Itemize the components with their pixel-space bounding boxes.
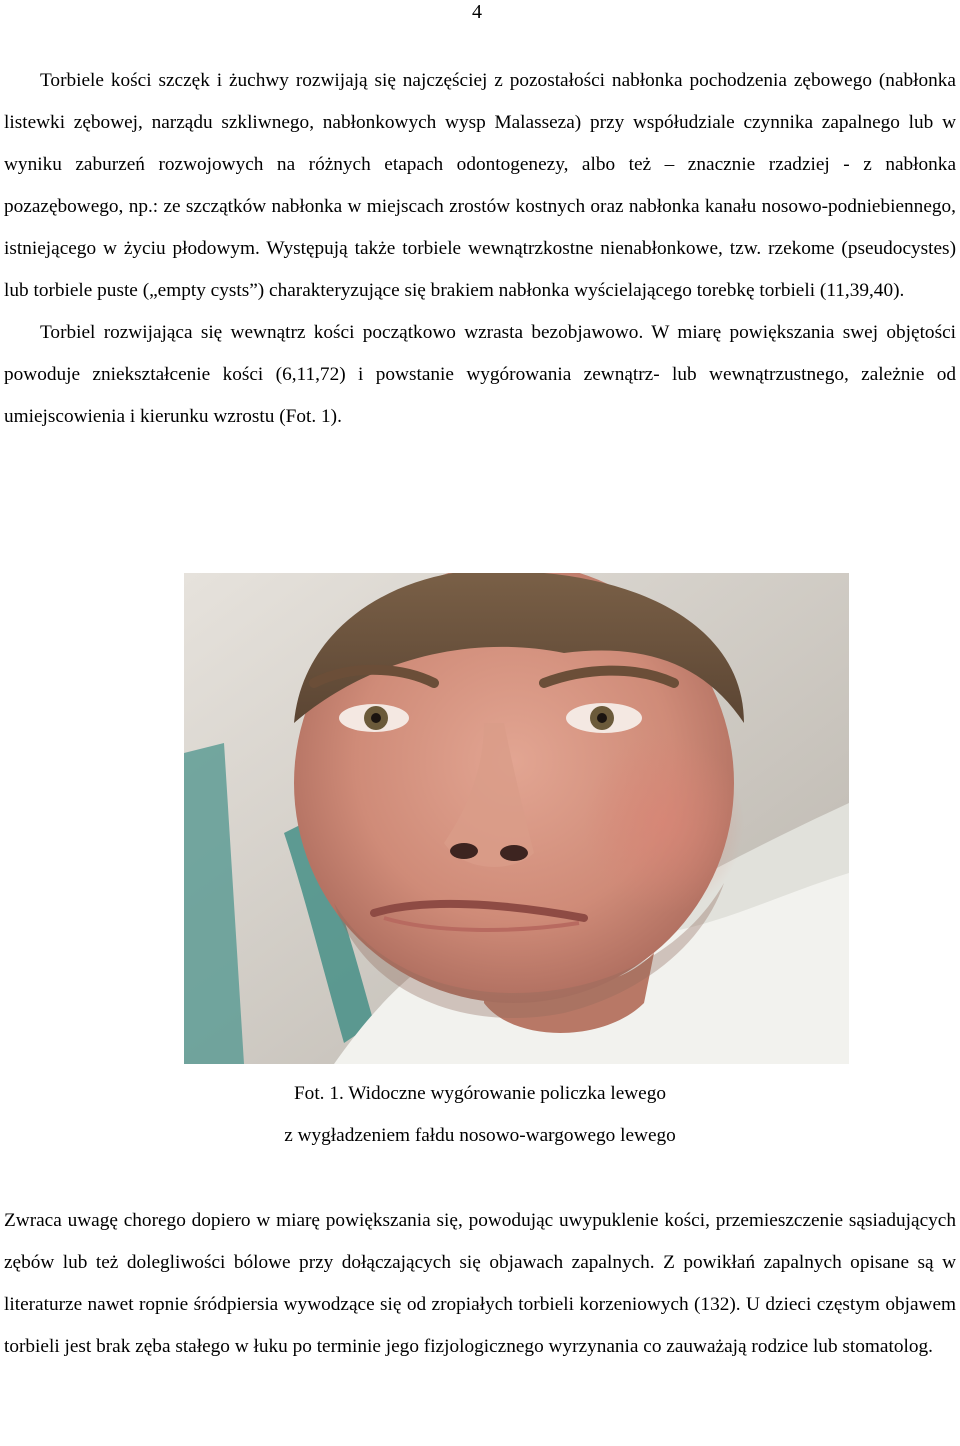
paragraph-symptoms: Zwraca uwagę chorego dopiero w miarę powiększania się, powodując uwypuklenie kości, przemieszczenie sąsiadujących zębów lub też dolegliwości bólowe przy dołączających się objawach zapalnych. Z powikłań zapalnych opisane są w literaturze nawet ropnie śródpiersia wywodzące się od zropiałych torbieli korzeniowych (132). U dzieci częstym objawem torbieli jest brak zęba stałego w łuku po terminie jego fizjologicznego wyrzynania co zauważają rodzice lub stomatolog. [4,1210,956,1357]
paragraph-cyst-growth: Torbiel rozwijająca się wewnątrz kości początkowo wzrasta bezobjawowo. W miarę powiększania swej objętości powoduje zniekształcenie kości (6,11,72) i powstanie wygórowania zewnątrz- lub wewnątrzustnego, zależnie od umiejscowienia i kierunku wzrostu (Fot. 1). [4,322,956,427]
figure-caption [0,1073,960,1157]
page-number: 4 [472,1,482,23]
body-text-top [4,60,956,438]
figure-photo-patient-face [184,573,849,1064]
body-text-bottom [4,1200,956,1368]
figure-caption-line-2: z wygładzeniem fałdu nosowo-wargowego lewego [284,1125,676,1146]
paragraph-cysts-origin: Torbiele kości szczęk i żuchwy rozwijają się najczęściej z pozostałości nabłonka pochodzenia zębowego (nabłonka listewki zębowej, narządu szkliwnego, nabłonkowych wysp Malasseza) przy współudziale czynnika zapalnego lub w wyniku zaburzeń rozwojowych na różnych etapach odontogenezy, albo też – znacznie rzadziej - z nabłonka pozazębowego, np.: ze szczątków nabłonka w miejscach zrostów kostnych oraz nabłonka kanału nosowo-podniebiennego, istniejącego w życiu płodowym. Występują także torbiele wewnątrzkostne nienabłonkowe, tzw. rzekome (pseudocystes) lub torbiele puste („empty cysts”) charakteryzujące się brakiem nabłonka wyścielającego torebkę torbieli (11,39,40). [4,70,956,301]
figure-caption-line-1: Fot. 1. Widoczne wygórowanie policzka lewego [293,1083,667,1104]
